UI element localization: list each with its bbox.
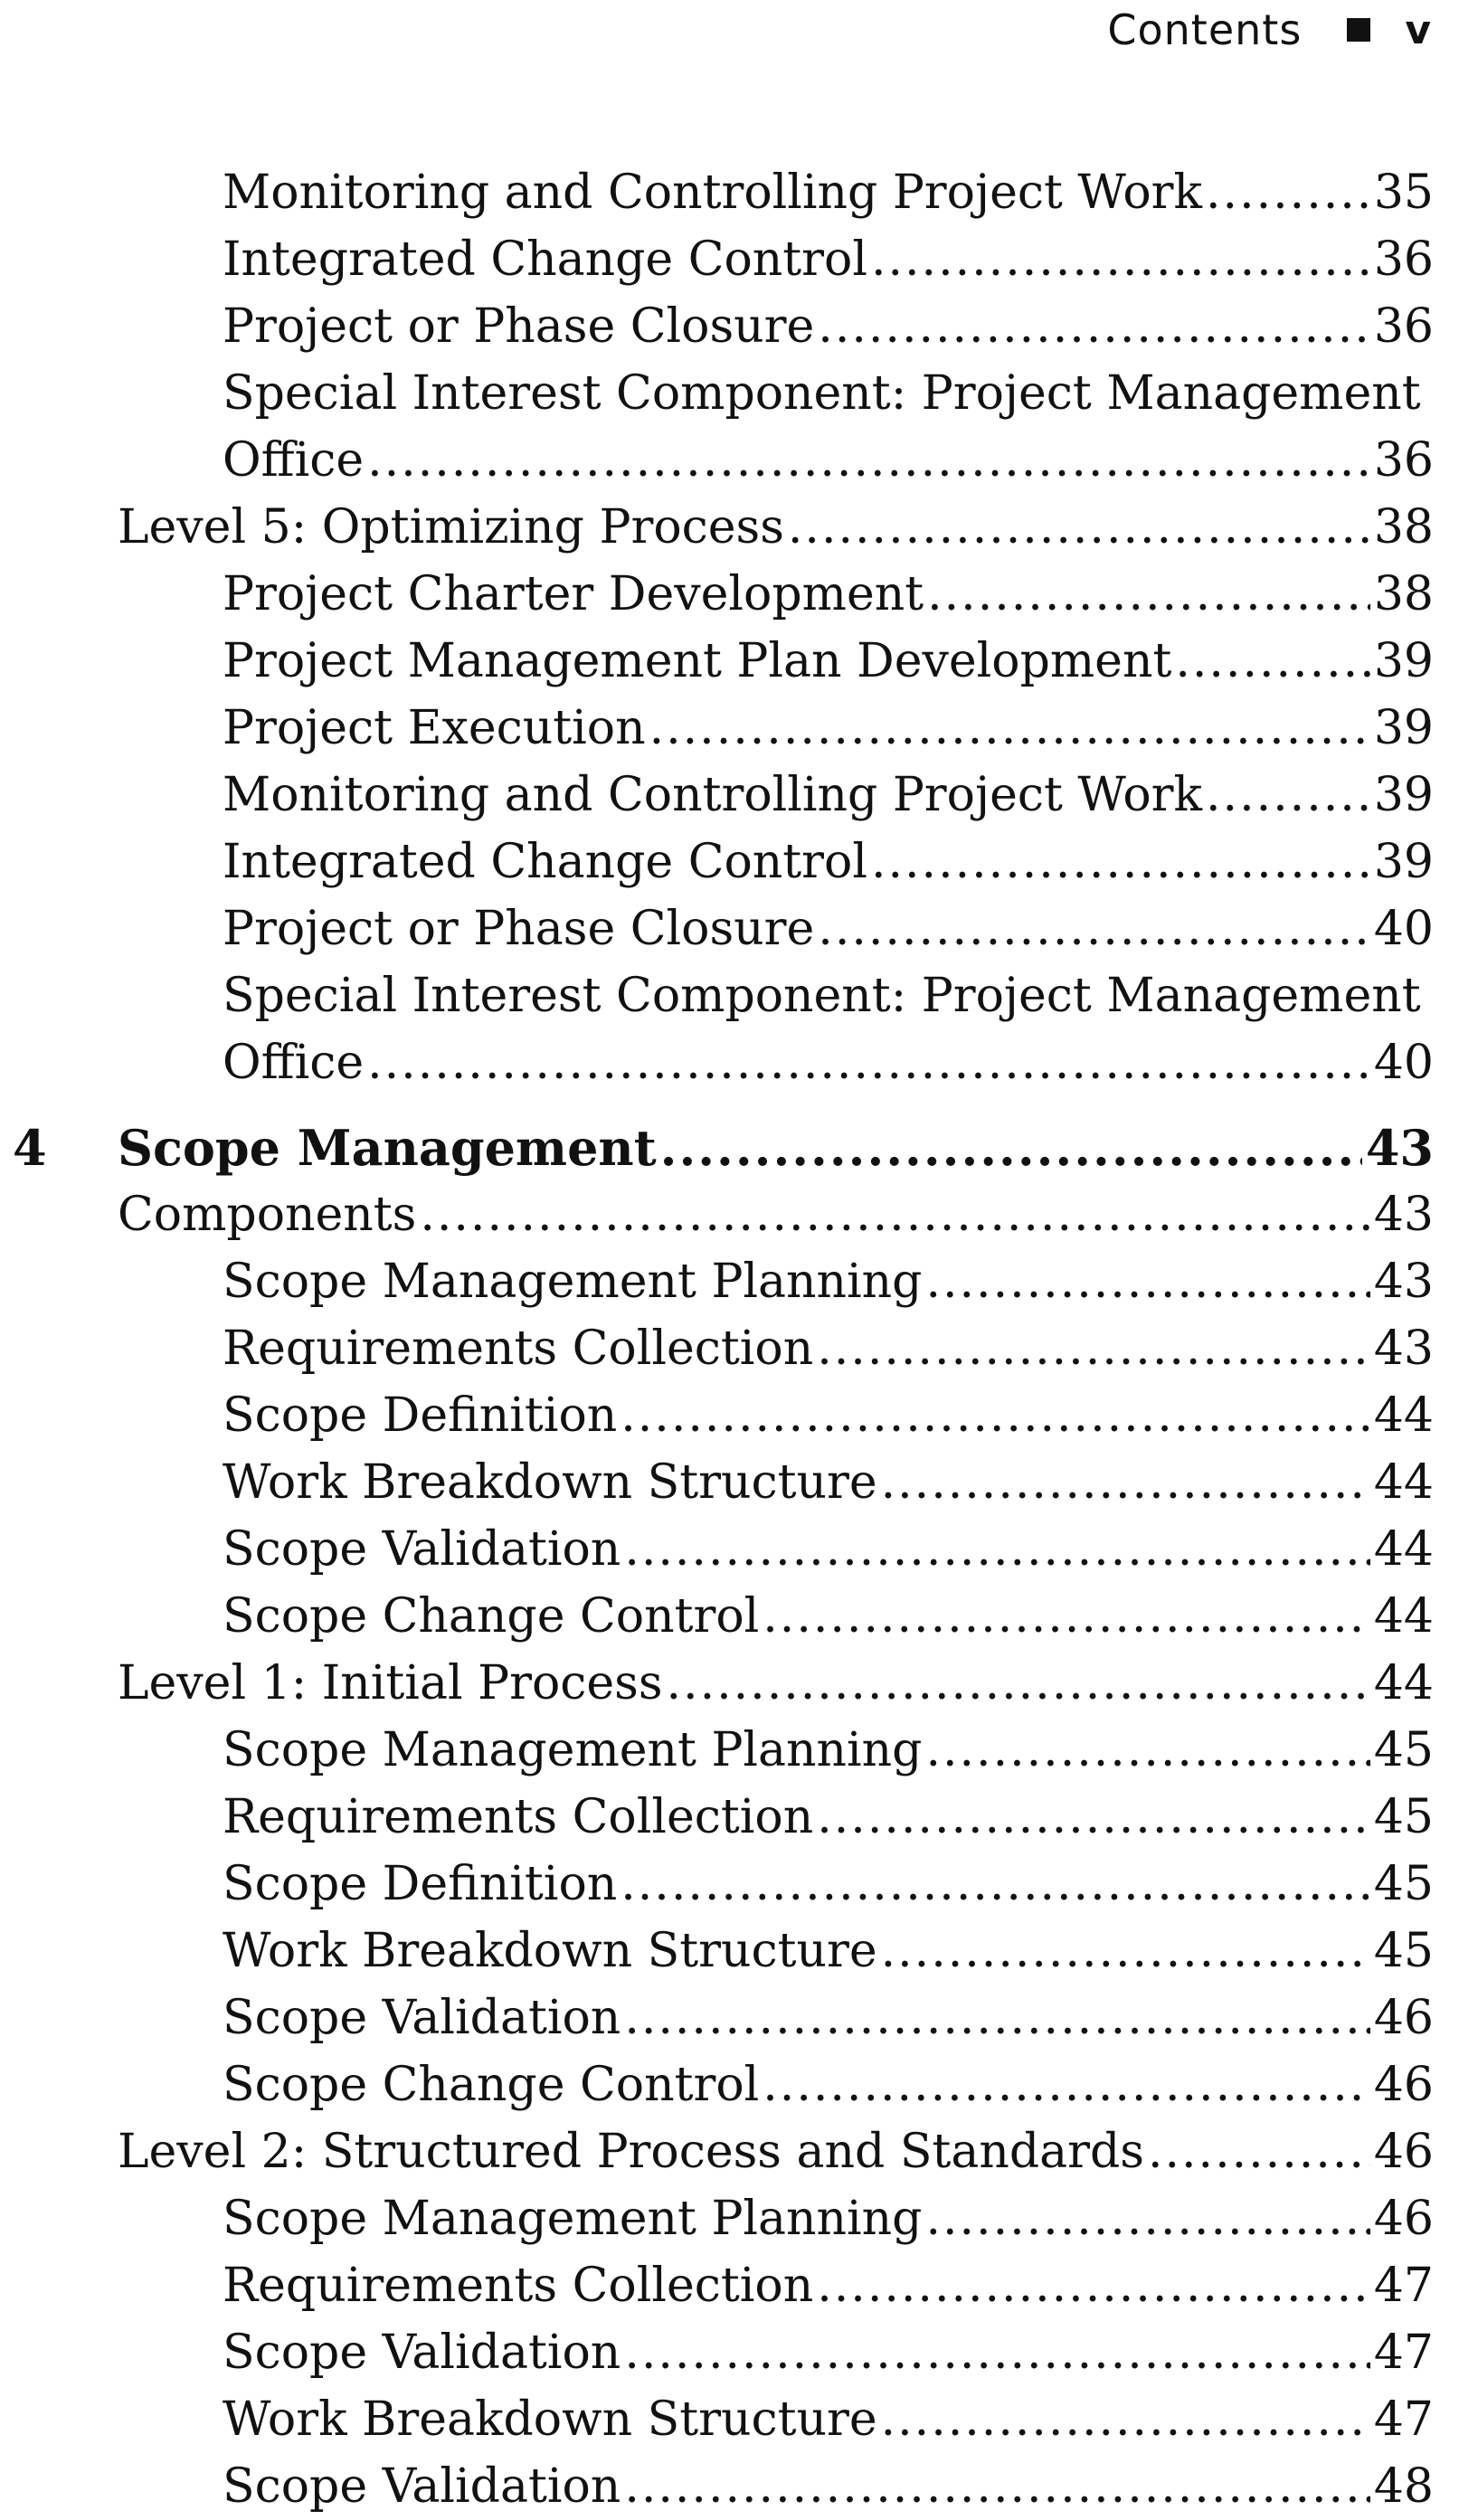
dot-leader [817,1784,1370,1851]
toc-entry-page: 48 [1373,2459,1434,2514]
toc-entry[interactable] [0,1583,1459,1650]
dot-leader [817,1315,1370,1382]
toc-entry-page: 47 [1373,2259,1434,2313]
toc-entry-title: Work Breakdown Structure [223,1924,877,1978]
dot-leader [621,1382,1370,1449]
toc-entry[interactable] [0,895,1459,962]
toc-chapter-entry[interactable] [0,1114,1459,1181]
toc-entry-page: 43 [1373,1188,1434,1242]
toc-entry-page: 47 [1373,2326,1434,2380]
dot-leader [788,494,1370,561]
toc-entry[interactable] [0,1382,1459,1449]
dot-leader [817,2252,1370,2319]
toc-entry[interactable] [0,1717,1459,1784]
toc-entry-title: Scope Change Control [223,2058,760,2112]
toc-entry[interactable] [0,695,1459,762]
toc-entry-page: 40 [1373,1036,1434,1090]
toc-entry[interactable] [0,1516,1459,1583]
dot-leader [871,226,1370,293]
toc-entry[interactable] [0,226,1459,293]
chapter-title: Scope Management [118,1119,657,1177]
toc-entry-title: Scope Management Planning [223,2192,923,2246]
toc-entry-title: Scope Validation [223,1991,621,2045]
toc-entry-title: Level 2: Structured Process and Standards [118,2125,1144,2179]
dot-leader [1206,762,1370,829]
toc-entry-page: 44 [1373,1656,1434,1710]
dot-leader [624,1516,1370,1583]
toc-entry-page: 45 [1373,1857,1434,1911]
toc-entry-page: 43 [1373,1322,1434,1376]
toc-entry-page: 36 [1373,299,1434,354]
dot-leader [667,1650,1370,1717]
toc-entry-title: Integrated Change Control [223,835,867,889]
toc-entry-page: 36 [1373,433,1434,488]
toc-entry-title: Scope Change Control [223,1589,760,1644]
dot-leader [881,1449,1370,1516]
toc-entry[interactable] [0,1248,1459,1315]
toc-entry-page: 44 [1373,1388,1434,1443]
running-header-section: Contents [1107,5,1303,54]
toc-entry-page: 35 [1373,166,1434,220]
toc-entry[interactable] [0,561,1459,628]
toc-entry-page: 45 [1373,1723,1434,1777]
toc-entry[interactable] [0,1985,1459,2051]
toc-entry-page: 36 [1373,232,1434,287]
dot-leader [927,561,1370,628]
toc-entry-title: Office [223,433,365,488]
toc-entry-title: Requirements Collection [223,1322,814,1376]
toc-entry[interactable] [0,1029,1459,1096]
toc-entry[interactable] [0,628,1459,695]
toc-entry[interactable] [0,2319,1459,2386]
toc-entry-title: Monitoring and Controlling Project Work [223,166,1203,220]
toc-entry-title: Work Breakdown Structure [223,2392,877,2447]
toc-entry[interactable] [0,2051,1459,2118]
toc-entry[interactable] [0,2185,1459,2252]
dot-leader [1175,628,1369,695]
dot-leader [925,1248,1369,1315]
dot-leader [763,2051,1370,2118]
toc-entry-title: Requirements Collection [223,2259,814,2313]
dot-leader [624,2453,1370,2520]
toc-entry-page: 44 [1373,1589,1434,1644]
toc-entry-page: 43 [1373,1255,1434,1309]
toc-entry[interactable] [0,427,1459,494]
toc-entry-title: Scope Management Planning [223,1255,923,1309]
toc-entry-title: Scope Management Planning [223,1723,923,1777]
toc-entry-page: 40 [1373,902,1434,956]
dot-leader [367,1029,1370,1096]
toc-entry-page: 46 [1373,2058,1434,2112]
toc-entry-title: Monitoring and Controlling Project Work [223,768,1203,822]
toc-entry-title-line1[interactable]: Special Interest Component: Project Management [223,969,1421,1023]
toc-entry[interactable] [0,1315,1459,1382]
dot-leader [621,1851,1370,1918]
dot-leader [367,427,1370,494]
toc-entry-title: Project or Phase Closure [223,299,815,354]
toc-entry[interactable] [0,1851,1459,1918]
toc-entry[interactable] [0,1181,1459,1248]
toc-entry-page: 46 [1373,2192,1434,2246]
toc-entry[interactable] [0,2386,1459,2453]
toc-entry-page: 38 [1373,567,1434,621]
toc-entry[interactable] [0,1650,1459,1717]
toc-entry[interactable] [0,494,1459,561]
toc-entry[interactable] [0,2453,1459,2520]
chapter-page: 43 [1365,1119,1434,1177]
toc-entry-page: 44 [1373,1522,1434,1577]
toc-entry[interactable] [0,2118,1459,2185]
toc-entry-title: Scope Validation [223,2326,621,2380]
toc-entry-title: Integrated Change Control [223,232,867,287]
toc-entry-title-line1[interactable]: Special Interest Component: Project Management [223,366,1421,421]
running-header [1107,5,1432,54]
dot-leader [763,1583,1370,1650]
running-header-page-number: v [1405,6,1432,53]
toc-entry-page: 38 [1373,500,1434,554]
toc-entry[interactable] [0,829,1459,895]
dot-leader [818,895,1370,962]
toc-entry-title: Scope Validation [223,2459,621,2514]
dot-leader [925,1717,1369,1784]
toc-entry-title: Scope Definition [223,1388,618,1443]
toc-entry-title: Level 5: Optimizing Process [118,500,784,554]
toc-entry-page: 46 [1373,1991,1434,2045]
toc-entry-title: Work Breakdown Structure [223,1455,877,1510]
toc-entry-page: 39 [1373,768,1434,822]
dot-leader [420,1181,1369,1248]
dot-leader [1148,2118,1370,2185]
toc-entry[interactable] [0,2252,1459,2319]
dot-leader [660,1114,1362,1181]
toc-entry-page: 39 [1373,835,1434,889]
dot-leader [649,695,1370,762]
dot-leader [624,2319,1370,2386]
toc-entry[interactable] [0,1449,1459,1516]
toc-entry-title: Scope Definition [223,1857,618,1911]
toc-entry-title: Requirements Collection [223,1790,814,1844]
toc-entry-title: Project or Phase Closure [223,902,815,956]
toc-entry-page: 39 [1373,701,1434,755]
toc-entry-page: 44 [1373,1455,1434,1510]
toc-entry-title: Level 1: Initial Process [118,1656,663,1710]
dot-leader [818,293,1370,360]
toc-entry[interactable] [0,293,1459,360]
dot-leader [624,1985,1370,2051]
dot-leader [925,2185,1369,2252]
dot-leader [881,2386,1370,2453]
toc-entry-page: 45 [1373,1924,1434,1978]
toc-entry-page: 45 [1373,1790,1434,1844]
toc-entry[interactable] [0,1784,1459,1851]
toc-entry-title: Project Execution [223,701,646,755]
toc-entry[interactable] [0,762,1459,829]
dot-leader [871,829,1370,895]
toc-entry-title: Office [223,1036,365,1090]
chapter-number: 4 [13,1119,47,1177]
toc-entry-title: Project Management Plan Development [223,634,1172,688]
square-bullet-icon [1347,18,1370,42]
toc-entry-title: Project Charter Development [223,567,924,621]
dot-leader [881,1918,1370,1985]
dot-leader [1206,159,1370,226]
toc-entry[interactable] [0,1918,1459,1985]
toc-entry-title: Scope Validation [223,1522,621,1577]
toc-entry-page: 47 [1373,2392,1434,2447]
toc-entry-page: 39 [1373,634,1434,688]
toc-entry-title: Components [118,1188,417,1242]
toc-entry[interactable] [0,159,1459,226]
toc-entry-page: 46 [1373,2125,1434,2179]
